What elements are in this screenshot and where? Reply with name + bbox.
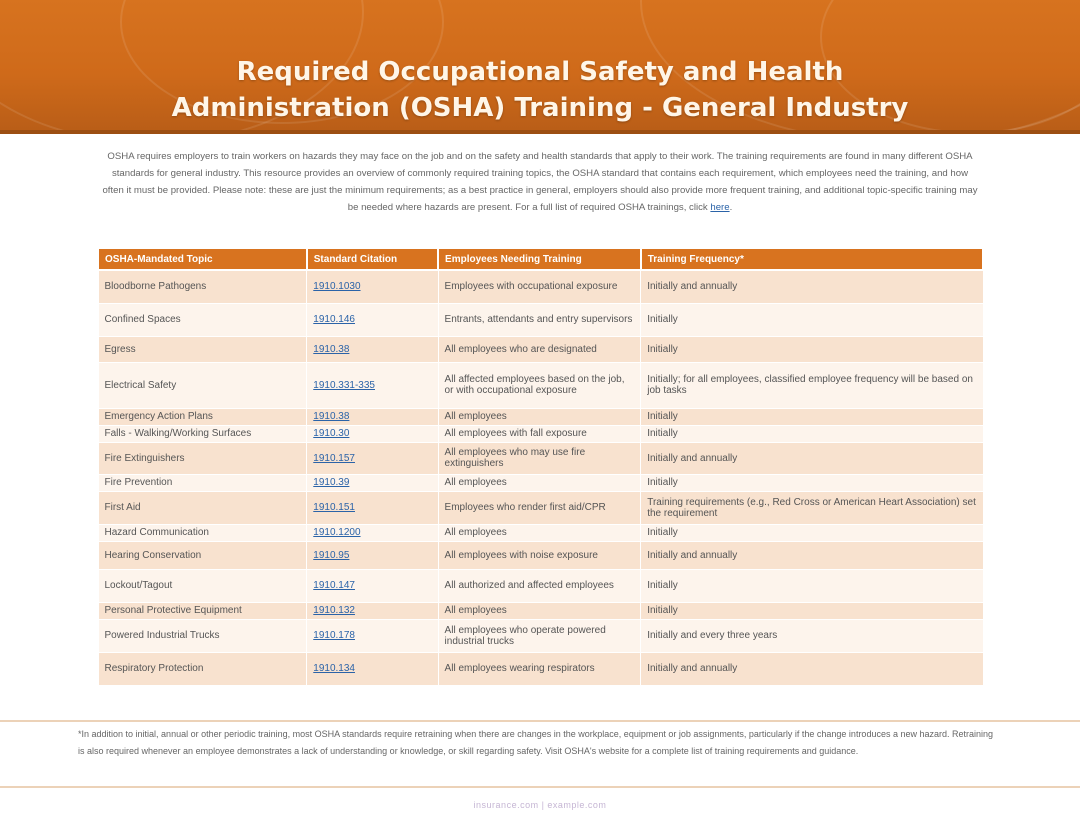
cell-citation[interactable]: 1910.39 — [307, 474, 438, 491]
cell-employees: All affected employees based on the job, or with occupational exposure — [438, 362, 641, 408]
cell-topic: Emergency Action Plans — [98, 408, 307, 425]
page-title — [0, 54, 1080, 126]
banner-divider — [0, 130, 1080, 134]
cell-employees: Employees with occupational exposure — [438, 270, 641, 303]
table-row — [98, 362, 983, 408]
cell-frequency: Initially — [641, 336, 983, 362]
footnote-divider — [0, 720, 1080, 722]
cell-frequency: Initially; for all employees, classified employee frequency will be based on job tasks — [641, 362, 983, 408]
intro-paragraph: OSHA requires employers to train workers on hazards they may face on the job and on the safety and health standards that apply to their work. The training requirements are found in many different OSHA standards for general industry. This resource provides an overview of commonly required training topics, the OSHA standard that contains each requirement, which employees need the training, and how often it must be provided. Please note: these are just the minimum requirements; as a best practice in general, employers should also provide more frequent training, and additional topic-specific training may be needed where hazards are present. For a full list of required OSHA trainings, click here. — [102, 151, 978, 213]
table-row — [98, 602, 983, 619]
cell-frequency: Initially — [641, 524, 983, 541]
cell-topic: Personal Protective Equipment — [98, 602, 307, 619]
cell-employees: All employees — [438, 602, 641, 619]
cell-citation[interactable]: 1910.1200 — [307, 524, 438, 541]
cell-topic: Hazard Communication — [98, 524, 307, 541]
cell-frequency: Initially and every three years — [641, 619, 983, 652]
table-row — [98, 652, 983, 685]
cell-topic: Egress — [98, 336, 307, 362]
cell-frequency: Initially and annually — [641, 442, 983, 474]
cell-citation[interactable]: 1910.157 — [307, 442, 438, 474]
cell-topic: Powered Industrial Trucks — [98, 619, 307, 652]
cell-citation[interactable]: 1910.147 — [307, 569, 438, 602]
cell-employees: All employees wearing respirators — [438, 652, 641, 685]
cell-citation[interactable]: 1910.38 — [307, 408, 438, 425]
page-title-line2: Administration (OSHA) Training - General Industry — [171, 93, 909, 123]
cell-citation[interactable]: 1910.95 — [307, 541, 438, 569]
cell-citation[interactable]: 1910.146 — [307, 303, 438, 336]
cell-frequency: Initially and annually — [641, 652, 983, 685]
table-row — [98, 474, 983, 491]
cell-topic: Bloodborne Pathogens — [98, 270, 307, 303]
cell-employees: All employees who operate powered industrial trucks — [438, 619, 641, 652]
cell-frequency: Initially — [641, 602, 983, 619]
cell-frequency: Initially and annually — [641, 541, 983, 569]
cell-topic: Electrical Safety — [98, 362, 307, 408]
cell-frequency: Initially — [641, 569, 983, 602]
cell-employees: Employees who render first aid/CPR — [438, 491, 641, 524]
cell-employees: All authorized and affected employees — [438, 569, 641, 602]
cell-citation[interactable]: 1910.178 — [307, 619, 438, 652]
cell-employees: All employees with fall exposure — [438, 425, 641, 442]
cell-employees: Entrants, attendants and entry supervisors — [438, 303, 641, 336]
cell-topic: Falls - Walking/Working Surfaces — [98, 425, 307, 442]
cell-topic: Lockout/Tagout — [98, 569, 307, 602]
cell-frequency: Initially — [641, 303, 983, 336]
footer-link[interactable]: insurance.com | example.com — [473, 800, 607, 810]
cell-topic: Confined Spaces — [98, 303, 307, 336]
cell-frequency: Training requirements (e.g., Red Cross or American Heart Association) set the requirement — [641, 491, 983, 524]
table-row — [98, 619, 983, 652]
table-body — [98, 270, 983, 685]
cell-frequency: Initially — [641, 425, 983, 442]
cell-citation[interactable]: 1910.331-335 — [307, 362, 438, 408]
table-row — [98, 541, 983, 569]
footnote: *In addition to initial, annual or other periodic training, most OSHA standards require retraining when there are changes in the workplace, equipment or job assignments, particularly if the change introduces a new hazard. Retraining is also required whenever an employee demonstrates a lack of understanding or knowledge, or skill regarding safety. Visit OSHA's website for a complete list of training requirements and guidance. — [78, 729, 994, 756]
table-row — [98, 442, 983, 474]
table-row — [98, 408, 983, 425]
cell-employees: All employees — [438, 408, 641, 425]
table-row — [98, 491, 983, 524]
table-row — [98, 336, 983, 362]
cell-employees: All employees — [438, 524, 641, 541]
cell-topic: Fire Prevention — [98, 474, 307, 491]
intro-text: OSHA requires employers to train workers on hazards they may face on the job and on the safety and health standards that apply to their work. The training requirements are found in many different OSHA standards for general industry. This resource provides an overview of commonly required training topics, the OSHA standard that contains each requirement, which employees need the training, and how often it must be provided. Please note: these are just the minimum requirements; as a best practice in general, employers should also provide more frequent training, and additional topic-specific training may be needed where hazards are present. For a full list of required OSHA trainings, click — [102, 151, 978, 213]
table-row — [98, 270, 983, 303]
header-banner — [0, 0, 1080, 134]
cell-citation[interactable]: 1910.134 — [307, 652, 438, 685]
cell-frequency: Initially — [641, 474, 983, 491]
column-header-topic: OSHA-Mandated Topic — [98, 248, 307, 270]
cell-citation[interactable]: 1910.132 — [307, 602, 438, 619]
table-row — [98, 524, 983, 541]
page-title-line1: Required Occupational Safety and Health — [236, 57, 844, 87]
cell-topic: Hearing Conservation — [98, 541, 307, 569]
table-row — [98, 303, 983, 336]
cell-citation[interactable]: 1910.1030 — [307, 270, 438, 303]
cell-topic: Fire Extinguishers — [98, 442, 307, 474]
cell-frequency: Initially — [641, 408, 983, 425]
training-table — [97, 247, 984, 686]
cell-employees: All employees — [438, 474, 641, 491]
cell-employees: All employees who may use fire extinguishers — [438, 442, 641, 474]
footer-divider — [0, 786, 1080, 788]
cell-topic: First Aid — [98, 491, 307, 524]
cell-citation[interactable]: 1910.30 — [307, 425, 438, 442]
cell-topic: Respiratory Protection — [98, 652, 307, 685]
column-header-employees: Employees Needing Training — [438, 248, 641, 270]
cell-citation[interactable]: 1910.38 — [307, 336, 438, 362]
table-row — [98, 569, 983, 602]
cell-employees: All employees who are designated — [438, 336, 641, 362]
cell-citation[interactable]: 1910.151 — [307, 491, 438, 524]
column-header-frequency: Training Frequency* — [641, 248, 983, 270]
column-header-citation: Standard Citation — [307, 248, 438, 270]
cell-employees: All employees with noise exposure — [438, 541, 641, 569]
intro-link[interactable]: here — [710, 202, 730, 213]
cell-frequency: Initially and annually — [641, 270, 983, 303]
table-row — [98, 425, 983, 442]
table-header-row — [98, 248, 983, 270]
